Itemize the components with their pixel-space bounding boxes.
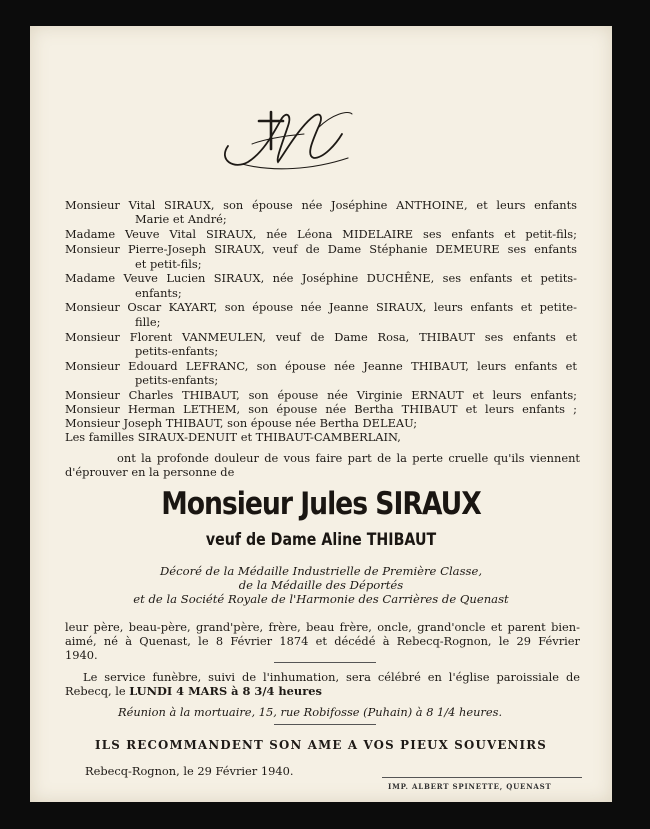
deceased-widower: veuf de Dame Aline THIBAUT <box>205 530 437 549</box>
relation-line: aimé, né à Quenast, le 8 Février 1874 et décédé à Rebecq-Rognon, le 29 Février <box>65 634 580 648</box>
place-date: Rebecq-Rognon, le 29 Février 1940. <box>85 764 294 778</box>
reunion-line: Réunion à la mortuaire, 15, rue Robifosse (Puhain) à 8 1/4 heures. <box>118 705 503 719</box>
service-paragraph <box>65 670 580 698</box>
family-line: Monsieur Herman LETHEM, son épouse née Bertha THIBAUT et leurs enfants ; <box>65 402 577 416</box>
service-line-prefix: Rebecq, le <box>65 684 130 698</box>
family-line: Monsieur Vital SIRAUX, son épouse née Joséphine ANTHOINE, et leurs enfants <box>65 198 577 212</box>
family-line-continuation: petits-enfants; <box>135 373 219 387</box>
deceased-name: Monsieur Jules SIRAUX <box>161 486 481 522</box>
cross-monogram-emblem <box>222 104 357 184</box>
printer-imprint: IMP. ALBERT SPINETTE, QUENAST <box>388 782 552 791</box>
printer-rule <box>382 777 582 778</box>
recommendation: ILS RECOMMANDENT SON AME A VOS PIEUX SOUVENIRS <box>95 738 547 752</box>
family-line: Madame Veuve Vital SIRAUX, née Léona MIDELAIRE ses enfants et petit-fils; <box>65 227 577 241</box>
family-line: Monsieur Oscar KAYART, son épouse née Jeanne SIRAUX, leurs enfants et petite- <box>65 300 577 314</box>
relation-paragraph <box>65 620 580 662</box>
relation-line: leur père, beau-père, grand'père, frère, beau frère, oncle, grand'oncle et parent bien- <box>65 620 580 634</box>
family-line: Monsieur Florent VANMEULEN, veuf de Dame Rosa, THIBAUT ses enfants et <box>65 330 577 344</box>
family-line-continuation: fille; <box>135 315 161 329</box>
service-datetime: LUNDI 4 MARS à 8 3/4 heures <box>129 684 322 698</box>
decorations <box>30 564 612 606</box>
decoration-line: de la Médaille des Déportés <box>238 578 404 592</box>
announcement-line: d'éprouver en la personne de <box>65 465 235 479</box>
family-line: Monsieur Edouard LEFRANC, son épouse née Jeanne THIBAUT, leurs enfants et <box>65 359 577 373</box>
divider-rule <box>274 662 376 663</box>
decoration-line: et de la Société Royale de l'Harmonie des Carrières de Quenast <box>133 592 509 606</box>
decoration-line: Décoré de la Médaille Industrielle de Première Classe, <box>159 564 483 578</box>
divider-rule <box>274 724 376 725</box>
announcement-line: ont la profonde douleur de vous faire part de la perte cruelle qu'ils viennent <box>117 451 580 465</box>
family-line-continuation: Marie et André; <box>135 212 227 226</box>
family-line-continuation: petits-enfants; <box>135 344 219 358</box>
family-line: Les familles SIRAUX-DENUIT et THIBAUT-CAMBERLAIN, <box>65 430 401 444</box>
family-line: Monsieur Pierre-Joseph SIRAUX, veuf de Dame Stéphanie DEMEURE ses enfants <box>65 242 577 256</box>
family-line: Madame Veuve Lucien SIRAUX, née Joséphine DUCHÊNE, ses enfants et petits- <box>65 271 577 285</box>
family-line-continuation: enfants; <box>135 286 182 300</box>
family-line: Monsieur Charles THIBAUT, son épouse née Virginie ERNAUT et leurs enfants; <box>65 388 577 402</box>
family-line-continuation: et petit-fils; <box>135 257 202 271</box>
announcement <box>65 451 580 479</box>
relation-line: 1940. <box>65 648 98 662</box>
service-line: Le service funèbre, suivi de l'inhumation, sera célébré en l'église paroissiale de <box>83 670 580 684</box>
family-line: Monsieur Joseph THIBAUT, son épouse née Bertha DELEAU; <box>65 416 418 430</box>
